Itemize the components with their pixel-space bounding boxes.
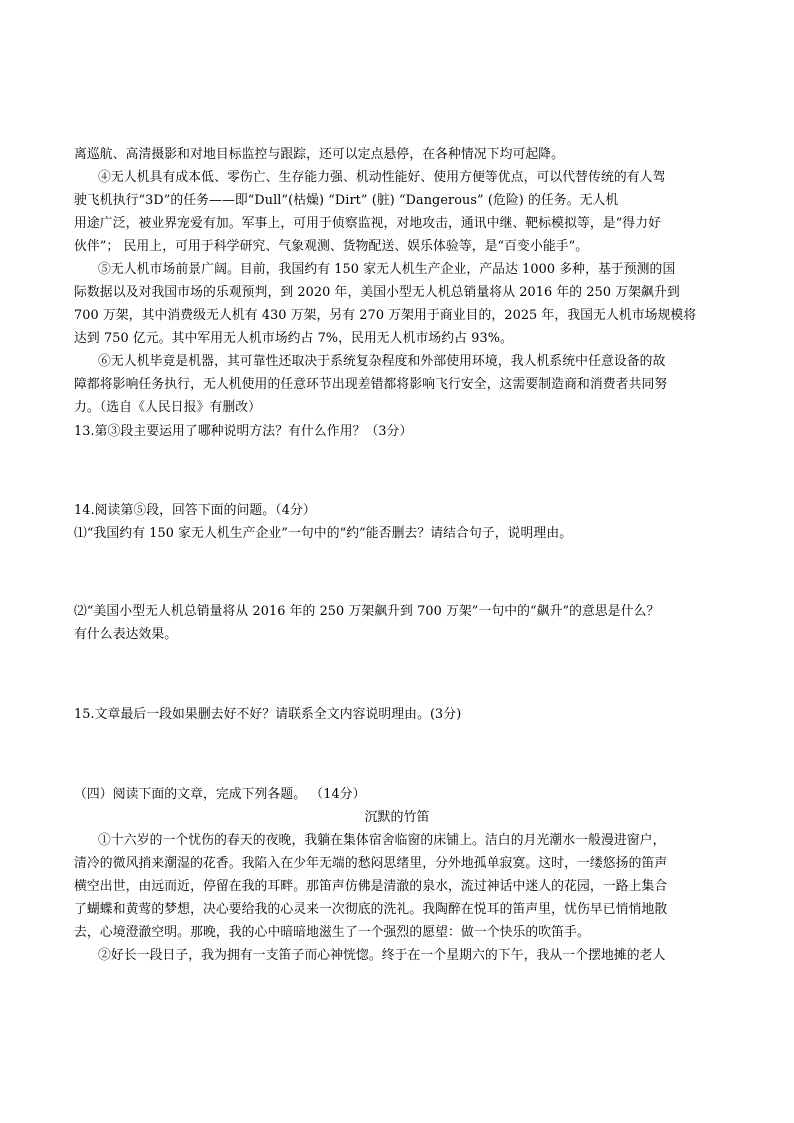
article-title: 沉默的竹笛 [364,810,430,825]
question-15: 15.文章最后一段如果删去好不好？请联系全文内容说明理由。(3分) [74,707,462,722]
paragraph-2-line: ②好长一段日子，我为拥有一支笛子而心神恍惚。终于在一个星期六的下午，我从一个摆地摊的老人 [98,948,666,963]
question-13: 13.第③段主要运用了哪种说明方法？有什么作用？（3分） [74,424,413,439]
text-line: 力。（选自《人民日报》有删改） [74,400,262,415]
text-line: 伙伴”； 民用上，可用于科学研究、气象观测、货物配送、娱乐体验等，是“百变小能手”。 [74,239,589,254]
paragraph-1-line: ①十六岁的一个忧伤的春天的夜晚，我躺在集体宿舍临窗的床铺上。洁白的月光潮水一般漫进窗户， [98,833,666,848]
text-line: 有什么表达效果。 [74,627,178,642]
text-line: 700 万架，其中消费级无人机有 430 万架，另有 270 万架用于商业目的，2025 年，我国无人机市场规模将 [74,308,697,323]
paragraph-5-line: ⑤无人机市场前景广阔。目前，我国约有 150 家无人机生产企业，产品达 1000 多种，基于预测的国 [98,262,676,277]
text-line: 驶飞机执行“3D”的任务——即“Dull”(枯燥) “Dirt” (脏) “Dangerous” (危险) 的任务。无人机 [74,193,619,208]
text-line: 了蝴蝶和黄莺的梦想，决心要给我的心灵来一次彻底的洗礼。我陶醉在悦耳的笛声里，忧伤早已悄悄地散 [74,902,668,917]
question-14: 14.阅读第⑤段，回答下面的问题。（4分） [74,503,316,518]
text-line: 际数据以及对我国市场的乐观预判，到 2020 年，美国小型无人机总销量将从 2016 年的 250 万架飙升到 [74,285,680,300]
text-line: 障都将影响任务执行，无人机使用的任意环节出现差错都将影响飞行安全，这需要制造商和消费者共同努 [74,377,668,392]
text-line: 清冷的微风捎来潮湿的花香。我陷入在少年无端的愁闷思绪里，分外地孤单寂寞。这时，一缕悠扬的笛声 [74,856,668,871]
question-14-part-2: ⑵“美国小型无人机总销量将从 2016 年的 250 万架飙升到 700 万架”一句中的“飙升”的意思是什么？ [74,604,660,619]
paragraph-6-line: ⑥无人机毕竟是机器，其可靠性还取决于系统复杂程度和外部使用环境，我人机系统中任意设备的故 [98,354,666,369]
text-line: 横空出世，由远而近，停留在我的耳畔。那笛声仿佛是清澈的泉水，流过神话中迷人的花园，一路上集合 [74,879,668,894]
text-line: 达到 750 亿元。其中军用无人机市场约占 7%，民用无人机市场约占 93%。 [74,331,513,346]
text-line: 用途广泛，被业界宠爱有加。军事上，可用于侦察监视，对地攻击，通讯中继、靶标模拟等，是“得力好 [74,216,662,231]
question-14-part-1: ⑴“我国约有 150 家无人机生产企业”一句中的“约”能否删去？请结合句子，说明理由。 [74,526,573,541]
text-line: 去，心境澄澈空明。那晚，我的心中暗暗地滋生了一个强烈的愿望：做一个快乐的吹笛手。 [74,925,590,940]
section-4-heading: （四）阅读下面的文章，完成下列各题。 （14分） [74,787,366,802]
paragraph-4-line: ④无人机具有成本低、零伤亡、生存能力强、机动性能好、使用方便等优点，可以代替传统的有人驾 [98,170,666,185]
text-line: 离巡航、高清摄影和对地目标监控与跟踪，还可以定点悬停，在各种情况下均可起降。 [74,147,565,162]
